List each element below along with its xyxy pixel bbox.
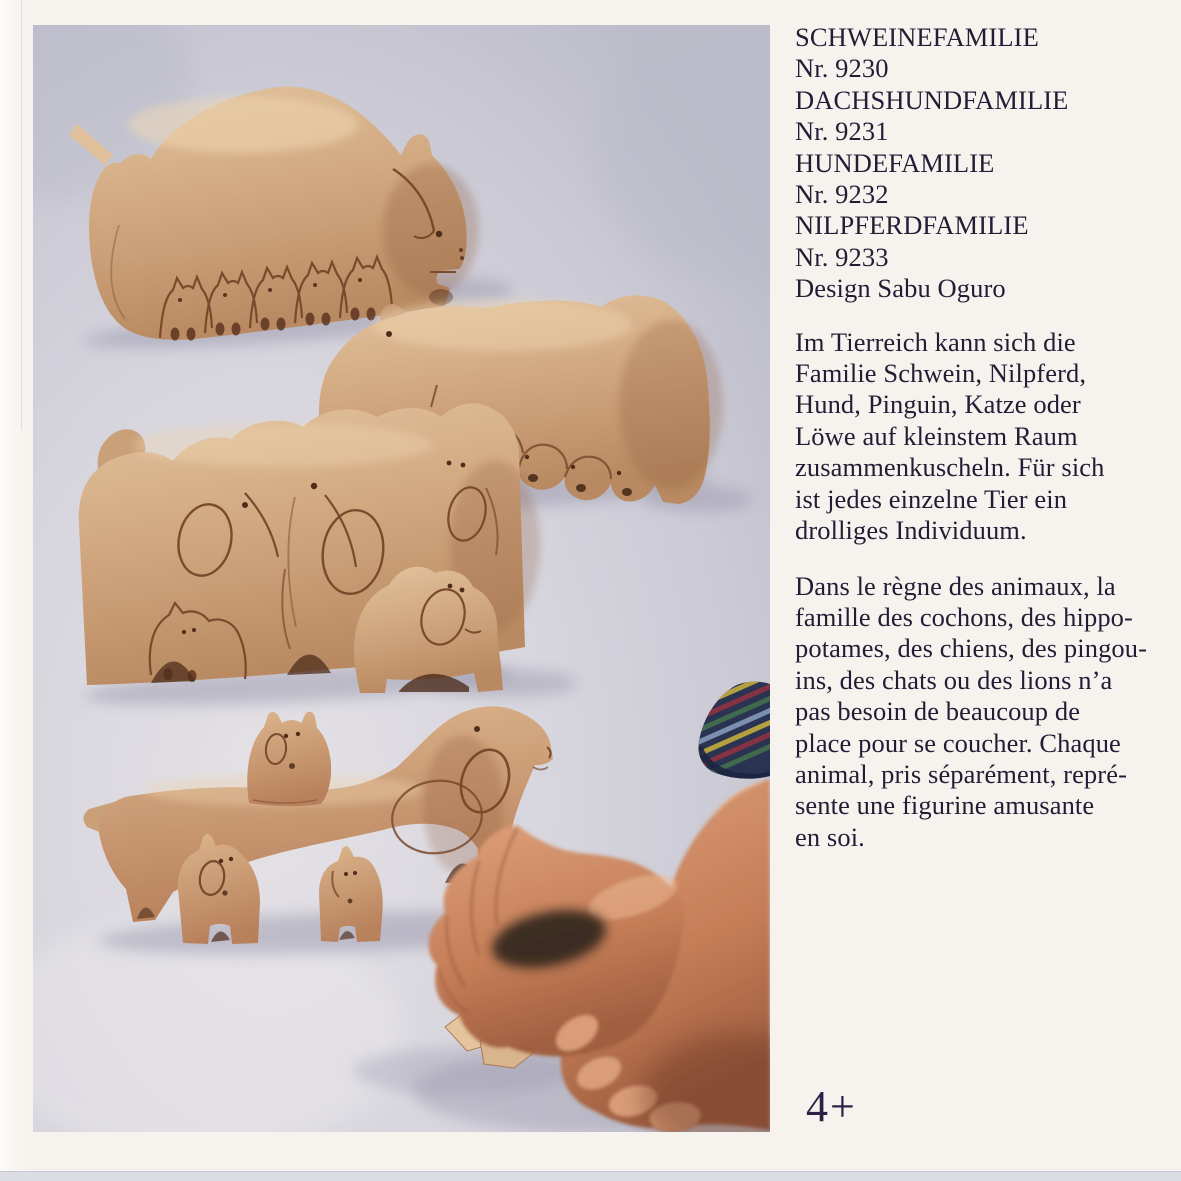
body-text-line: pas besoin de beaucoup de — [795, 696, 1081, 727]
body-text-line: famille des cochons, des hippo- — [795, 601, 1133, 632]
product-number: Nr. 9233 — [795, 241, 889, 272]
body-text-line: Im Tierreich kann sich die — [795, 326, 1076, 357]
product-name: HUNDEFAMILIE — [795, 147, 995, 178]
body-text-line: zusammenkuscheln. Für sich — [795, 452, 1105, 483]
text-column — [795, 22, 1175, 853]
body-text-line: potames, des chiens, des pingou- — [795, 633, 1148, 664]
product-name: DACHSHUNDFAMILIE — [795, 84, 1069, 115]
french-paragraph — [795, 571, 1175, 854]
catalog-photo — [33, 25, 770, 1132]
body-text-line: animal, pris séparément, repré- — [795, 758, 1127, 789]
body-text-line: Dans le règne des animaux, la — [795, 570, 1116, 601]
designer-credit: Design Sabu Oguro — [795, 273, 1006, 304]
body-text-line: ist jedes einzelne Tier ein — [795, 483, 1068, 514]
body-text-line: place pour se coucher. Chaque — [795, 727, 1121, 758]
product-number: Nr. 9232 — [795, 179, 889, 210]
dog-family-puzzle — [79, 403, 540, 693]
german-paragraph — [795, 327, 1175, 547]
product-name: NILPFERDFAMILIE — [795, 210, 1029, 241]
age-badge: 4+ — [806, 1082, 857, 1131]
body-text-line: sente une figurine amusante — [795, 790, 1095, 821]
body-text-line: Familie Schwein, Nilpferd, — [795, 358, 1087, 389]
body-text-line: drolliges Individuum. — [795, 515, 1027, 546]
product-list — [795, 22, 1175, 305]
body-text-line: Löwe auf kleinstem Raum — [795, 420, 1078, 451]
left-page-edge — [0, 0, 30, 1181]
body-text-line: en soi. — [795, 821, 865, 852]
body-text-line: Hund, Pinguin, Katze oder — [795, 389, 1081, 420]
product-number: Nr. 9231 — [795, 116, 889, 147]
product-number: Nr. 9230 — [795, 53, 889, 84]
bottom-page-edge — [0, 1171, 1181, 1181]
product-name: SCHWEINEFAMILIE — [795, 22, 1039, 52]
body-text-line: ins, des chats ou des lions n’a — [795, 664, 1113, 695]
